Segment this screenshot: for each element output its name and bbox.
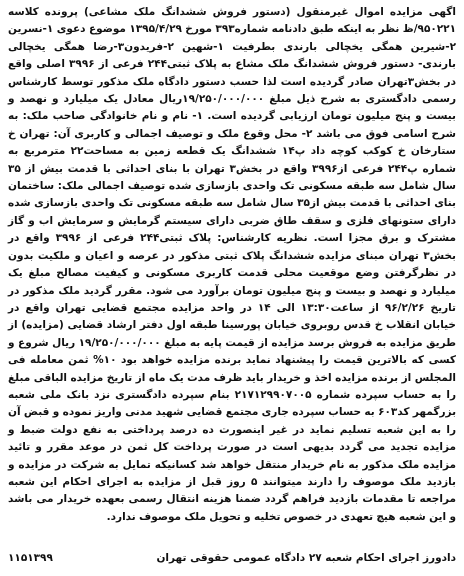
notice-signature: دادورز اجرای احکام شعبه ۲۷ دادگاه عمومی حقوقی تهران	[156, 552, 456, 564]
notice-body: اگهی مزایده اموال غیرمنقول (دستور فروش ششدانگ ملک مشاعی) پرونده کلاسه ۹۵۰۲۲۱/ظ نظر به اینکه طبق دادنامه شماره۳۹۳ مورخ ۱۳۹۵/۴/۲۹ موضوع دعوی ۱-نسرین ۲-شیرین همگی یخچالی بارندی بطرفیت ۱-شهین ۲-فریدون۳-رضا همگی یخچالی بارندی- دستور فروش ششدانگ ملک مشاع به پلاک ثبتی۲۴۴ فرعی از ۳۹۹۶ اصلی واقع در بخش۳تهران صادر گردیده است لذا حسب دستور دادگاه ملک مذکور توسط کارشناس رسمی دادگستری به شرح ذیل مبلغ ۱۹/۲۵۰/۰۰۰/۰۰۰ریال معادل یک میلیارد و نهصد و بیست و پنج میلیون تومان ارزیابی گردیده است. ۱- نام و نام خانوادگی صاحب ملک: به شرح اسامی فوق می باشد ۲- محل وقوع ملک و توصیف اجمالی و کاربری آن: تهران خ ستارخان خ کوکب کوچه داد پ۱۴ ششدانگ یک قطعه زمین به مساحت۲۲ مترمربع به شماره پ۲۴۴ فرعی از۳۹۹۶ واقع در بخش۳ تهران با بنای احداثی با قدمت بیش از ۳۵ سال شامل سه طبقه مسکونی تک واحدی بازسازی شده توصیف اجمالی ملک: ساختمان بنای احداثی با قدمت بیش از۳۵ سال شامل سه طبقه مسکونی تک واحدی بازسازی شده دارای ستونهای فلزی و سقف طاق ضربی دارای سیستم گرمایش و سرمایش اب و گاز مشترک و برق مجزا است. نظریه کارشناس: پلاک ثبتی۲۴۴ فرعی از ۳۹۹۶ واقع در بخش۳ تهران مبنای مزایده ششدانگ پلاک ثبتی مذکور در عرصه و اعیان و ملکیت بدون در نظرگرفتن وضع موقعیت محلی قدمت کاربری مسکونی و کیفیت مصالح مبلغ یک میلیارد و نهصد و بیست و پنج میلیون تومان برآورد می شود. مقرر گردید ملک مذکور در تاریخ ۹۶/۲/۲۶ از ساعت۱۳:۳۰ الی ۱۴ در واحد مزایده مجتمع قضایی تهران واقع در خیابان انقلاب خ قدس روبروی خیابان پورسینا طبقه اول دفتر ارشاد قضایی (مزایده) از طریق مزایده به فروش برسد مزایده از قیمت پایه به مبلغ ۱۹/۲۵۰/۰۰۰/۰۰۰ ریال شروع و کسی که بالاترین قیمت را پیشنهاد نماید برنده مزایده خواهد بود ۱۰% ثمن معامله فی المجلس از برنده مزایده اخذ و خریدار باید ظرف مدت یک ماه از تاریخ مزایده الباقی مبلغ را به حساب سپرده شماره ۲۱۷۱۲۹۹۰۷۰۰۵ بنام سپرده دادگستری نزد بانک ملی شعبه بزرگمهر کد۶۰۳ به حساب سپرده جاری مجتمع قضایی شهید مدنی واریز نموده و قبض آن را به این شعبه تسلیم نماید در غیر اینصورت ده درصد پرداختی به نفع دولت ضبط و مزایده تجدید می گردد بدیهی است در صورت پرداخت کل ثمن در موعد مقرر و تائید مزایده ملک مذکور به نام خریدار منتقل خواهد شد کسانیکه تمایل به شرکت در مزایده و بازدید ملک موصوف را دارند میتوانند ۵ روز قبل از مزایده به اجرای احکام این شعبه مراجعه تا مقدمات بازدید فراهم گردد ضمنا هزینه انتقال رسمی بعهده خریدار می باشد و این شعبه هیچ تعهدی در خصوص تخلیه و تحویل ملک موصوف ندارد.	[8, 6, 457, 523]
notice-footer	[8, 548, 456, 568]
notice-code: ۱۱۵۱۳۹۹	[8, 552, 53, 564]
